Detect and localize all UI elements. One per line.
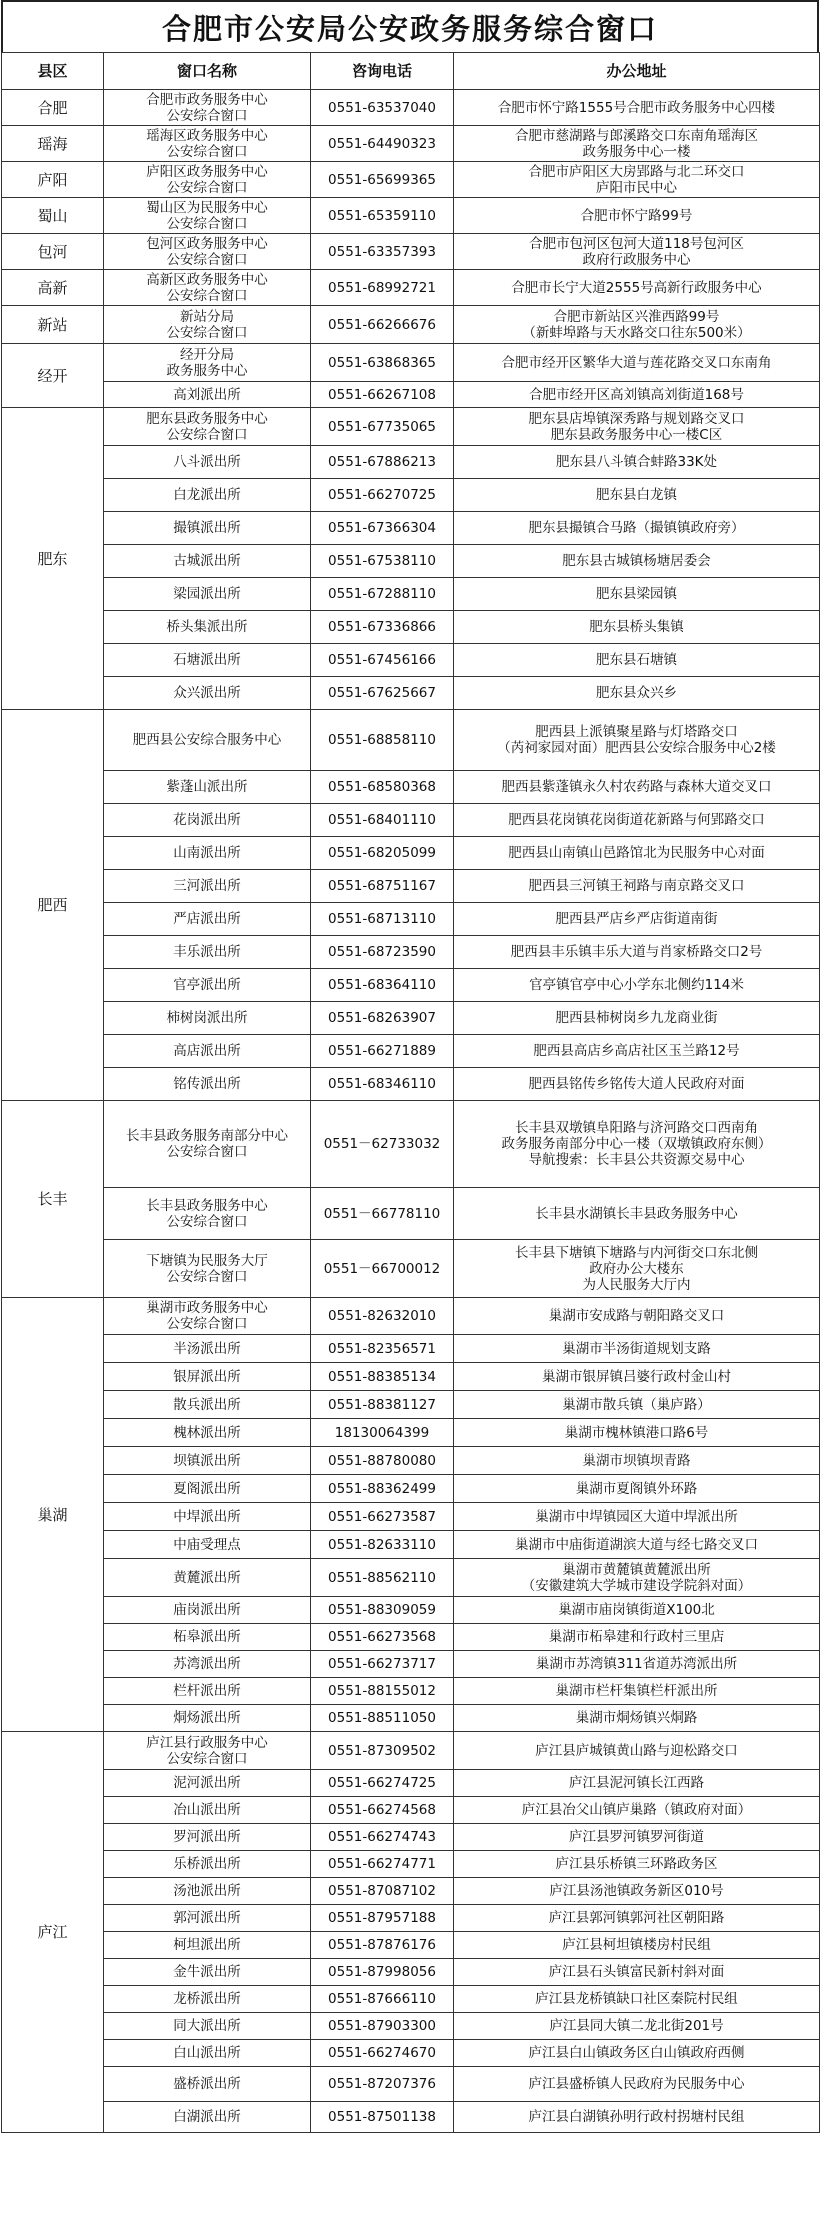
phone-cell: 0551-66274670 bbox=[311, 2040, 454, 2067]
phone-cell: 0551-87309502 bbox=[311, 1732, 454, 1770]
table-row bbox=[2, 545, 820, 578]
window-name-cell: 乐桥派出所 bbox=[104, 1851, 311, 1878]
phone-cell: 0551-67456166 bbox=[311, 644, 454, 677]
address-cell: 长丰县双墩镇阜阳路与济河路交口西南角 政务服务南部分中心一楼（双墩镇政府东侧） 导航搜索：长丰县公共资源交易中心 bbox=[454, 1101, 820, 1188]
phone-cell: 0551-66270725 bbox=[311, 479, 454, 512]
window-name-cell: 紫蓬山派出所 bbox=[104, 771, 311, 804]
phone-cell: 0551-87666110 bbox=[311, 1986, 454, 2013]
address-cell: 庐江县乐桥镇三环路政务区 bbox=[454, 1851, 820, 1878]
address-cell: 肥东县桥头集镇 bbox=[454, 611, 820, 644]
window-name-cell: 众兴派出所 bbox=[104, 677, 311, 710]
address-cell: 合肥市慈湖路与郎溪路交口东南角瑶海区 政务服务中心一楼 bbox=[454, 126, 820, 162]
phone-cell: 0551-67336866 bbox=[311, 611, 454, 644]
table-row bbox=[2, 969, 820, 1002]
table-row bbox=[2, 1447, 820, 1475]
address-cell: 肥东县八斗镇合蚌路33K处 bbox=[454, 446, 820, 479]
table-row bbox=[2, 408, 820, 446]
table-row bbox=[2, 1905, 820, 1932]
address-cell: 肥西县严店乡严店街道南街 bbox=[454, 903, 820, 936]
address-cell: 合肥市怀宁路99号 bbox=[454, 198, 820, 234]
header-address: 办公地址 bbox=[454, 53, 820, 90]
phone-cell: 0551-67366304 bbox=[311, 512, 454, 545]
district-cell: 肥东 bbox=[2, 408, 104, 710]
table-row bbox=[2, 270, 820, 306]
address-cell: 合肥市长宁大道2555号高新行政服务中心 bbox=[454, 270, 820, 306]
table-row bbox=[2, 1559, 820, 1597]
table-row bbox=[2, 837, 820, 870]
district-cell: 巢湖 bbox=[2, 1298, 104, 1732]
phone-cell: 0551-87903300 bbox=[311, 2013, 454, 2040]
phone-cell: 0551-68364110 bbox=[311, 969, 454, 1002]
phone-cell: 0551-65359110 bbox=[311, 198, 454, 234]
address-cell: 长丰县水湖镇长丰县政务服务中心 bbox=[454, 1188, 820, 1240]
phone-cell: 0551-63357393 bbox=[311, 234, 454, 270]
phone-cell: 0551-68205099 bbox=[311, 837, 454, 870]
phone-cell: 0551-67735065 bbox=[311, 408, 454, 446]
table-row bbox=[2, 1732, 820, 1770]
table-row bbox=[2, 1932, 820, 1959]
window-name-cell: 下塘镇为民服务大厅 公安综合窗口 bbox=[104, 1240, 311, 1298]
window-name-cell: 梁园派出所 bbox=[104, 578, 311, 611]
address-cell: 庐江县盛桥镇人民政府为民服务中心 bbox=[454, 2067, 820, 2102]
phone-cell: 0551-68263907 bbox=[311, 1002, 454, 1035]
window-name-cell: 八斗派出所 bbox=[104, 446, 311, 479]
table-row bbox=[2, 1298, 820, 1335]
phone-cell: 0551-88780080 bbox=[311, 1447, 454, 1475]
table-row bbox=[2, 1188, 820, 1240]
phone-cell: 0551-63868365 bbox=[311, 344, 454, 382]
table-row bbox=[2, 1068, 820, 1101]
page-title: 合肥市公安局公安政务服务综合窗口 bbox=[1, 0, 819, 52]
address-cell: 肥西县花岗镇花岗街道花新路与何郢路交口 bbox=[454, 804, 820, 837]
address-cell: 肥西县柿树岗乡九龙商业街 bbox=[454, 1002, 820, 1035]
district-cell: 蜀山 bbox=[2, 198, 104, 234]
address-cell: 庐江县冶父山镇庐巢路（镇政府对面） bbox=[454, 1797, 820, 1824]
table-row bbox=[2, 1240, 820, 1298]
table-row bbox=[2, 1624, 820, 1651]
table-row bbox=[2, 1651, 820, 1678]
phone-cell: 0551-82356571 bbox=[311, 1335, 454, 1363]
address-cell: 庐江县庐城镇黄山路与迎松路交口 bbox=[454, 1732, 820, 1770]
phone-cell: 0551-68401110 bbox=[311, 804, 454, 837]
window-name-cell: 庐江县行政服务中心 公安综合窗口 bbox=[104, 1732, 311, 1770]
window-name-cell: 柘皋派出所 bbox=[104, 1624, 311, 1651]
window-name-cell: 官亭派出所 bbox=[104, 969, 311, 1002]
table-row bbox=[2, 90, 820, 126]
window-name-cell: 黄麓派出所 bbox=[104, 1559, 311, 1597]
table-row bbox=[2, 512, 820, 545]
address-cell: 庐江县同大镇二龙北街201号 bbox=[454, 2013, 820, 2040]
phone-cell: 0551-87876176 bbox=[311, 1932, 454, 1959]
table-row bbox=[2, 611, 820, 644]
address-cell: 巢湖市苏湾镇311省道苏湾派出所 bbox=[454, 1651, 820, 1678]
district-cell: 高新 bbox=[2, 270, 104, 306]
table-row bbox=[2, 198, 820, 234]
address-cell: 庐江县白湖镇孙明行政村拐塘村民组 bbox=[454, 2102, 820, 2133]
table-row bbox=[2, 306, 820, 344]
phone-cell: 0551-68580368 bbox=[311, 771, 454, 804]
table-row bbox=[2, 677, 820, 710]
phone-cell: 0551-67625667 bbox=[311, 677, 454, 710]
table-row bbox=[2, 2040, 820, 2067]
phone-cell: 0551-66273717 bbox=[311, 1651, 454, 1678]
window-name-cell: 高店派出所 bbox=[104, 1035, 311, 1068]
phone-cell: 0551-68992721 bbox=[311, 270, 454, 306]
phone-cell: 0551-88511050 bbox=[311, 1705, 454, 1732]
phone-cell: 0551-87998056 bbox=[311, 1959, 454, 1986]
phone-cell: 0551-66273587 bbox=[311, 1503, 454, 1531]
window-name-cell: 包河区政务服务中心 公安综合窗口 bbox=[104, 234, 311, 270]
table-header-row bbox=[2, 53, 820, 90]
window-name-cell: 银屏派出所 bbox=[104, 1363, 311, 1391]
phone-cell: 0551-66271889 bbox=[311, 1035, 454, 1068]
table-row bbox=[2, 1363, 820, 1391]
address-cell: 肥东县撮镇合马路（撮镇镇政府旁） bbox=[454, 512, 820, 545]
phone-cell: 0551-87207376 bbox=[311, 2067, 454, 2102]
window-name-cell: 白湖派出所 bbox=[104, 2102, 311, 2133]
phone-cell: 18130064399 bbox=[311, 1419, 454, 1447]
window-name-cell: 金牛派出所 bbox=[104, 1959, 311, 1986]
phone-cell: 0551-63537040 bbox=[311, 90, 454, 126]
window-name-cell: 石塘派出所 bbox=[104, 644, 311, 677]
window-name-cell: 蜀山区为民服务中心 公安综合窗口 bbox=[104, 198, 311, 234]
address-cell: 合肥市包河区包河大道118号包河区 政府行政服务中心 bbox=[454, 234, 820, 270]
window-name-cell: 经开分局 政务服务中心 bbox=[104, 344, 311, 382]
table-row bbox=[2, 382, 820, 408]
phone-cell: 0551－66700012 bbox=[311, 1240, 454, 1298]
table-row bbox=[2, 2102, 820, 2133]
table-row bbox=[2, 479, 820, 512]
table-row bbox=[2, 1959, 820, 1986]
window-name-cell: 散兵派出所 bbox=[104, 1391, 311, 1419]
address-cell: 巢湖市中垾镇园区大道中垾派出所 bbox=[454, 1503, 820, 1531]
phone-cell: 0551-82633110 bbox=[311, 1531, 454, 1559]
address-cell: 肥东县石塘镇 bbox=[454, 644, 820, 677]
window-name-cell: 花岗派出所 bbox=[104, 804, 311, 837]
window-name-cell: 撮镇派出所 bbox=[104, 512, 311, 545]
address-cell: 庐江县泥河镇长江西路 bbox=[454, 1770, 820, 1797]
table-row bbox=[2, 2013, 820, 2040]
address-cell: 肥东县众兴乡 bbox=[454, 677, 820, 710]
window-name-cell: 古城派出所 bbox=[104, 545, 311, 578]
table-row bbox=[2, 446, 820, 479]
address-cell: 肥东县白龙镇 bbox=[454, 479, 820, 512]
table-row bbox=[2, 1391, 820, 1419]
window-name-cell: 半汤派出所 bbox=[104, 1335, 311, 1363]
window-name-cell: 三河派出所 bbox=[104, 870, 311, 903]
window-name-cell: 白龙派出所 bbox=[104, 479, 311, 512]
address-cell: 巢湖市银屏镇吕婆行政村金山村 bbox=[454, 1363, 820, 1391]
table-row bbox=[2, 644, 820, 677]
phone-cell: 0551-88381127 bbox=[311, 1391, 454, 1419]
window-name-cell: 庐阳区政务服务中心 公安综合窗口 bbox=[104, 162, 311, 198]
header-district: 县区 bbox=[2, 53, 104, 90]
window-name-cell: 烔炀派出所 bbox=[104, 1705, 311, 1732]
window-name-cell: 柿树岗派出所 bbox=[104, 1002, 311, 1035]
address-cell: 巢湖市柘皋建和行政村三里店 bbox=[454, 1624, 820, 1651]
address-cell: 肥西县丰乐镇丰乐大道与肖家桥路交口2号 bbox=[454, 936, 820, 969]
window-name-cell: 汤池派出所 bbox=[104, 1878, 311, 1905]
phone-cell: 0551-67886213 bbox=[311, 446, 454, 479]
table-row bbox=[2, 578, 820, 611]
table-row bbox=[2, 903, 820, 936]
table-row bbox=[2, 1851, 820, 1878]
address-cell: 合肥市庐阳区大房郢路与北二环交口 庐阳市民中心 bbox=[454, 162, 820, 198]
window-name-cell: 丰乐派出所 bbox=[104, 936, 311, 969]
table-body bbox=[2, 90, 820, 2133]
window-name-cell: 高刘派出所 bbox=[104, 382, 311, 408]
district-cell: 包河 bbox=[2, 234, 104, 270]
phone-cell: 0551-64490323 bbox=[311, 126, 454, 162]
window-name-cell: 高新区政务服务中心 公安综合窗口 bbox=[104, 270, 311, 306]
address-cell: 庐江县白山镇政务区白山镇政府西侧 bbox=[454, 2040, 820, 2067]
table-row bbox=[2, 1335, 820, 1363]
table-row bbox=[2, 771, 820, 804]
table-row bbox=[2, 1475, 820, 1503]
table-row bbox=[2, 1824, 820, 1851]
phone-cell: 0551-87501138 bbox=[311, 2102, 454, 2133]
window-name-cell: 瑶海区政务服务中心 公安综合窗口 bbox=[104, 126, 311, 162]
address-cell: 合肥市经开区高刘镇高刘街道168号 bbox=[454, 382, 820, 408]
table-row bbox=[2, 1503, 820, 1531]
table-row bbox=[2, 162, 820, 198]
table-row bbox=[2, 1035, 820, 1068]
window-name-cell: 坝镇派出所 bbox=[104, 1447, 311, 1475]
address-cell: 肥东县梁园镇 bbox=[454, 578, 820, 611]
phone-cell: 0551-66266676 bbox=[311, 306, 454, 344]
window-name-cell: 庙岗派出所 bbox=[104, 1597, 311, 1624]
district-cell: 肥西 bbox=[2, 710, 104, 1101]
table-row bbox=[2, 1797, 820, 1824]
phone-cell: 0551-66274568 bbox=[311, 1797, 454, 1824]
phone-cell: 0551-68713110 bbox=[311, 903, 454, 936]
district-cell: 庐阳 bbox=[2, 162, 104, 198]
phone-cell: 0551－66778110 bbox=[311, 1188, 454, 1240]
address-cell: 官亭镇官亭中心小学东北侧约114米 bbox=[454, 969, 820, 1002]
district-cell: 新站 bbox=[2, 306, 104, 344]
window-name-cell: 长丰县政务服务南部分中心 公安综合窗口 bbox=[104, 1101, 311, 1188]
window-name-cell: 栏杆派出所 bbox=[104, 1678, 311, 1705]
window-name-cell: 盛桥派出所 bbox=[104, 2067, 311, 2102]
phone-cell: 0551-66273568 bbox=[311, 1624, 454, 1651]
address-cell: 肥西县紫蓬镇永久村农药路与森林大道交叉口 bbox=[454, 771, 820, 804]
address-cell: 合肥市新站区兴淮西路99号 （新蚌埠路与天水路交口往东500米） bbox=[454, 306, 820, 344]
table-row bbox=[2, 126, 820, 162]
address-cell: 肥西县上派镇聚星路与灯塔路交口 （芮祠家园对面）肥西县公安综合服务中心2楼 bbox=[454, 710, 820, 771]
window-name-cell: 新站分局 公安综合窗口 bbox=[104, 306, 311, 344]
window-name-cell: 槐林派出所 bbox=[104, 1419, 311, 1447]
window-name-cell: 中垾派出所 bbox=[104, 1503, 311, 1531]
district-cell: 长丰 bbox=[2, 1101, 104, 1298]
table-row bbox=[2, 2067, 820, 2102]
window-name-cell: 夏阁派出所 bbox=[104, 1475, 311, 1503]
address-cell: 巢湖市中庙街道湖滨大道与经七路交叉口 bbox=[454, 1531, 820, 1559]
phone-cell: 0551-87957188 bbox=[311, 1905, 454, 1932]
window-name-cell: 白山派出所 bbox=[104, 2040, 311, 2067]
address-cell: 巢湖市烔炀镇兴烔路 bbox=[454, 1705, 820, 1732]
window-name-cell: 苏湾派出所 bbox=[104, 1651, 311, 1678]
phone-cell: 0551-66274743 bbox=[311, 1824, 454, 1851]
table-row bbox=[2, 344, 820, 382]
table-row bbox=[2, 1531, 820, 1559]
address-cell: 肥东县店埠镇深秀路与规划路交叉口 肥东县政务服务中心一楼C区 bbox=[454, 408, 820, 446]
window-name-cell: 肥东县政务服务中心 公安综合窗口 bbox=[104, 408, 311, 446]
service-window-table bbox=[1, 52, 820, 2133]
address-cell: 巢湖市栏杆集镇栏杆派出所 bbox=[454, 1678, 820, 1705]
window-name-cell: 山南派出所 bbox=[104, 837, 311, 870]
window-name-cell: 郭河派出所 bbox=[104, 1905, 311, 1932]
header-phone: 咨询电话 bbox=[311, 53, 454, 90]
address-cell: 巢湖市安成路与朝阳路交叉口 bbox=[454, 1298, 820, 1335]
address-cell: 巢湖市槐林镇港口路6号 bbox=[454, 1419, 820, 1447]
table-row bbox=[2, 870, 820, 903]
table-row bbox=[2, 804, 820, 837]
window-name-cell: 长丰县政务服务中心 公安综合窗口 bbox=[104, 1188, 311, 1240]
address-cell: 肥西县三河镇王祠路与南京路交叉口 bbox=[454, 870, 820, 903]
phone-cell: 0551－62733032 bbox=[311, 1101, 454, 1188]
table-row bbox=[2, 1878, 820, 1905]
address-cell: 肥西县铭传乡铭传大道人民政府对面 bbox=[454, 1068, 820, 1101]
address-cell: 长丰县下塘镇下塘路与内河街交口东北侧 政府办公大楼东 为人民服务大厅内 bbox=[454, 1240, 820, 1298]
table-row bbox=[2, 710, 820, 771]
phone-cell: 0551-82632010 bbox=[311, 1298, 454, 1335]
phone-cell: 0551-88309059 bbox=[311, 1597, 454, 1624]
address-cell: 巢湖市散兵镇（巢庐路） bbox=[454, 1391, 820, 1419]
window-name-cell: 肥西县公安综合服务中心 bbox=[104, 710, 311, 771]
window-name-cell: 同大派出所 bbox=[104, 2013, 311, 2040]
phone-cell: 0551-66274771 bbox=[311, 1851, 454, 1878]
phone-cell: 0551-68858110 bbox=[311, 710, 454, 771]
phone-cell: 0551-65699365 bbox=[311, 162, 454, 198]
phone-cell: 0551-68346110 bbox=[311, 1068, 454, 1101]
district-cell: 经开 bbox=[2, 344, 104, 408]
table-row bbox=[2, 1986, 820, 2013]
window-name-cell: 严店派出所 bbox=[104, 903, 311, 936]
window-name-cell: 龙桥派出所 bbox=[104, 1986, 311, 2013]
address-cell: 庐江县石头镇富民新村斜对面 bbox=[454, 1959, 820, 1986]
table-row bbox=[2, 1597, 820, 1624]
address-cell: 庐江县龙桥镇缺口社区秦院村民组 bbox=[454, 1986, 820, 2013]
table-row bbox=[2, 1101, 820, 1188]
table-row bbox=[2, 234, 820, 270]
address-cell: 庐江县柯坦镇楼房村民组 bbox=[454, 1932, 820, 1959]
table-row bbox=[2, 1419, 820, 1447]
district-cell: 瑶海 bbox=[2, 126, 104, 162]
address-cell: 巢湖市黄麓镇黄麓派出所 （安徽建筑大学城市建设学院斜对面） bbox=[454, 1559, 820, 1597]
address-cell: 肥西县山南镇山邑路馆北为民服务中心对面 bbox=[454, 837, 820, 870]
phone-cell: 0551-67538110 bbox=[311, 545, 454, 578]
phone-cell: 0551-67288110 bbox=[311, 578, 454, 611]
table-row bbox=[2, 936, 820, 969]
district-cell: 合肥 bbox=[2, 90, 104, 126]
header-window-name: 窗口名称 bbox=[104, 53, 311, 90]
table-row bbox=[2, 1705, 820, 1732]
address-cell: 巢湖市半汤街道规划支路 bbox=[454, 1335, 820, 1363]
address-cell: 肥东县古城镇杨塘居委会 bbox=[454, 545, 820, 578]
phone-cell: 0551-88362499 bbox=[311, 1475, 454, 1503]
address-cell: 庐江县汤池镇政务新区010号 bbox=[454, 1878, 820, 1905]
address-cell: 肥西县高店乡高店社区玉兰路12号 bbox=[454, 1035, 820, 1068]
address-cell: 庐江县郭河镇郭河社区朝阳路 bbox=[454, 1905, 820, 1932]
window-name-cell: 罗河派出所 bbox=[104, 1824, 311, 1851]
window-name-cell: 柯坦派出所 bbox=[104, 1932, 311, 1959]
table-row bbox=[2, 1678, 820, 1705]
address-cell: 庐江县罗河镇罗河街道 bbox=[454, 1824, 820, 1851]
phone-cell: 0551-66267108 bbox=[311, 382, 454, 408]
address-cell: 巢湖市夏阁镇外环路 bbox=[454, 1475, 820, 1503]
phone-cell: 0551-88155012 bbox=[311, 1678, 454, 1705]
phone-cell: 0551-88562110 bbox=[311, 1559, 454, 1597]
address-cell: 合肥市怀宁路1555号合肥市政务服务中心四楼 bbox=[454, 90, 820, 126]
address-cell: 巢湖市庙岗镇街道X100北 bbox=[454, 1597, 820, 1624]
phone-cell: 0551-68723590 bbox=[311, 936, 454, 969]
phone-cell: 0551-88385134 bbox=[311, 1363, 454, 1391]
table-row bbox=[2, 1002, 820, 1035]
window-name-cell: 桥头集派出所 bbox=[104, 611, 311, 644]
phone-cell: 0551-87087102 bbox=[311, 1878, 454, 1905]
address-cell: 合肥市经开区繁华大道与莲花路交叉口东南角 bbox=[454, 344, 820, 382]
district-cell: 庐江 bbox=[2, 1732, 104, 2133]
window-name-cell: 巢湖市政务服务中心 公安综合窗口 bbox=[104, 1298, 311, 1335]
window-name-cell: 冶山派出所 bbox=[104, 1797, 311, 1824]
phone-cell: 0551-68751167 bbox=[311, 870, 454, 903]
window-name-cell: 中庙受理点 bbox=[104, 1531, 311, 1559]
window-name-cell: 泥河派出所 bbox=[104, 1770, 311, 1797]
table-row bbox=[2, 1770, 820, 1797]
phone-cell: 0551-66274725 bbox=[311, 1770, 454, 1797]
window-name-cell: 合肥市政务服务中心 公安综合窗口 bbox=[104, 90, 311, 126]
address-cell: 巢湖市坝镇坝青路 bbox=[454, 1447, 820, 1475]
window-name-cell: 铭传派出所 bbox=[104, 1068, 311, 1101]
